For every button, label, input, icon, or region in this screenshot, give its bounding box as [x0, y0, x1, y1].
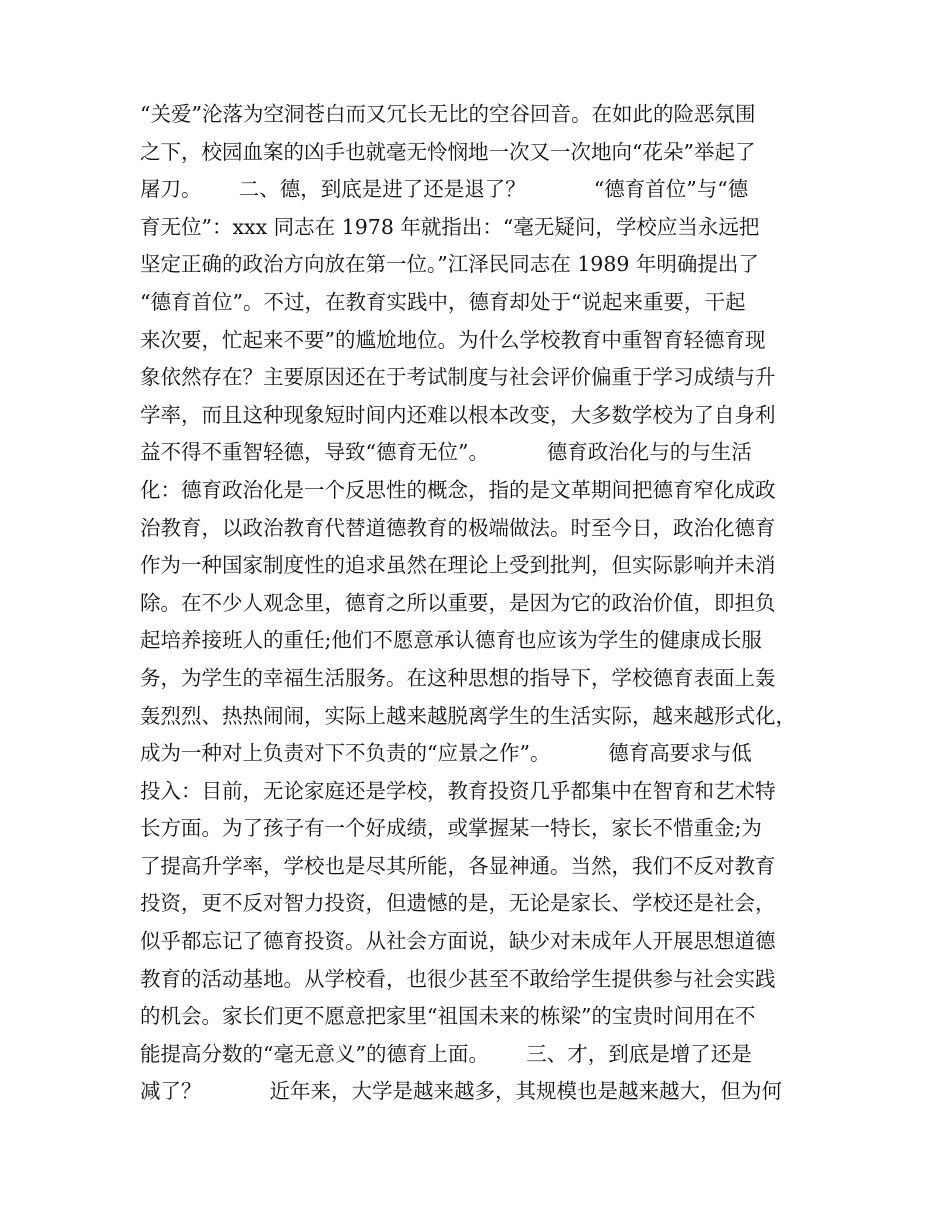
- text-line: 务，为学生的幸福生活服务。在这种思想的指导下，学校德育表面上轰: [140, 665, 776, 690]
- text-line: 学率，而且这种现象短时间内还难以根本改变，大多数学校为了自身利: [140, 402, 776, 427]
- text-line: 之下，校园血案的凶手也就毫无怜悯地一次又一次地向“花朵”举起了: [140, 139, 756, 164]
- text-line: 屠刀。 二、德，到底是进了还是退了？ “德育首位”与“德: [140, 177, 749, 202]
- text-line: 治教育，以政治教育代替道德教育的极端做法。时至今日，政治化德育: [140, 515, 776, 540]
- text-line: 长方面。为了孩子有一个好成绩，或掌握某一特长，家长不惜重金;为: [140, 816, 762, 841]
- text-line: 能提高分数的“毫无意义”的德育上面。 三、才，到底是增了还是: [140, 1041, 752, 1066]
- text-line: 的机会。家长们更不愿意把家里“祖国未来的栋梁”的宝贵时间用在不: [140, 1004, 756, 1029]
- text-line: 成为一种对上负责对下不负责的“应景之作”。 德育高要求与低: [140, 741, 752, 766]
- text-line: 投入：目前，无论家庭还是学校，教育投资几乎都集中在智育和艺术特: [140, 778, 776, 803]
- text-line: 除。在不少人观念里，德育之所以重要，是因为它的政治价值，即担负: [140, 590, 776, 615]
- text-line: 益不得不重智轻德，导致“德育无位”。 德育政治化与的与生活: [140, 440, 752, 465]
- text-line: 育无位”：xxx 同志在 1978 年就指出：“毫无疑问，学校应当永远把: [140, 214, 760, 239]
- text-line: 坚定正确的政治方向放在第一位。”江泽民同志在 1989 年明确提出了: [140, 252, 759, 277]
- text-line: 起培养接班人的重任;他们不愿意承认德育也应该为学生的健康成长服: [140, 628, 762, 653]
- text-line: 作为一种国家制度性的追求虽然在理论上受到批判，但实际影响并未消: [140, 553, 776, 578]
- text-line: “关爱”沦落为空洞苍白而又冗长无比的空谷回音。在如此的险恶氛围: [140, 102, 756, 126]
- text-line: 减了？ 近年来，大学是越来越多，其规模也是越来越大，但为何: [140, 1079, 783, 1104]
- body-text: [140, 96, 830, 1111]
- text-line: 似乎都忘记了德育投资。从社会方面说，缺少对未成年人开展思想道德: [140, 929, 776, 954]
- text-line: “德育首位”。不过，在教育实践中，德育却处于“说起来重要，干起: [140, 289, 746, 314]
- text-line: 来次要，忙起来不要”的尴尬地位。为什么学校教育中重智育轻德育现: [140, 327, 766, 352]
- text-line: 了提高升学率，学校也是尽其所能，各显神通。当然，我们不反对教育: [140, 853, 776, 878]
- text-line: 教育的活动基地。从学校看，也很少甚至不敢给学生提供参与社会实践: [140, 966, 776, 991]
- text-line: 象依然存在？主要原因还在于考试制度与社会评价偏重于学习成绩与升: [140, 365, 776, 390]
- text-line: 化：德育政治化是一个反思性的概念，指的是文革期间把德育窄化成政: [140, 477, 776, 502]
- text-line: 投资，更不反对智力投资，但遗憾的是，无论是家长、学校还是社会，: [140, 891, 776, 916]
- text-line: 轰烈烈、热热闹闹，实际上越来越脱离学生的生活实际，越来越形式化，: [140, 703, 796, 728]
